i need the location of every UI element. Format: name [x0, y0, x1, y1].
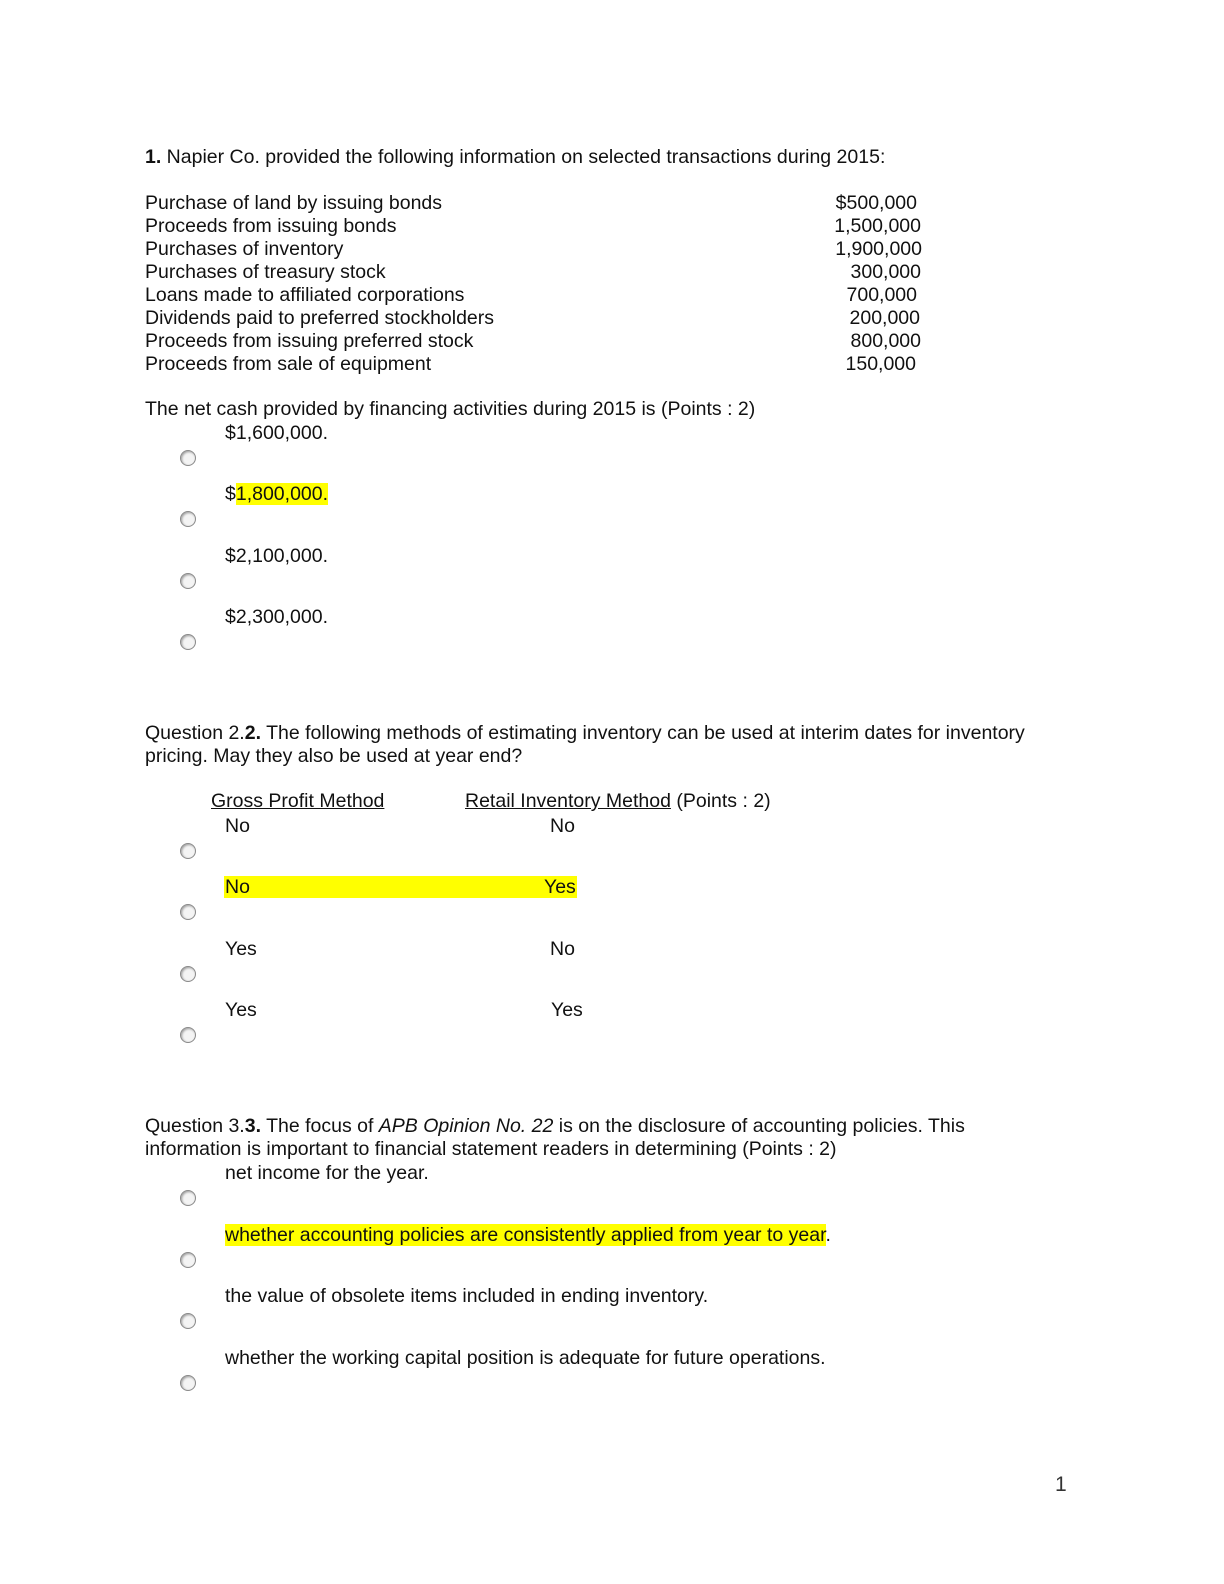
transaction-amount: 200,000 [849, 307, 920, 329]
transaction-amount: 1,900,000 [835, 238, 922, 260]
transaction-amount: 800,000 [850, 330, 921, 352]
q3-option-c-text: the value of obsolete items included in ending inventory. [225, 1285, 709, 1307]
transaction-amount: 300,000 [850, 261, 921, 283]
q3-option-a-text: net income for the year. [225, 1162, 429, 1184]
transaction-label: Loans made to affiliated corporations [145, 284, 465, 306]
transaction-label: Proceeds from issuing bonds [145, 215, 397, 237]
q1-option-b-text: $1,800,000. [225, 483, 329, 505]
q2-option-b-radio[interactable] [180, 904, 196, 920]
q2-option-b-col1: No [225, 876, 250, 898]
q1-option-c-radio[interactable] [180, 573, 196, 589]
q2-option-a-radio[interactable] [180, 843, 196, 859]
q1-option-a-text: $1,600,000. [225, 422, 329, 444]
q2-option-b-highlight [224, 876, 577, 898]
transaction-label: Purchases of treasury stock [145, 261, 386, 283]
transaction-amount: 1,500,000 [834, 215, 921, 237]
q1-option-c-text: $2,100,000. [225, 545, 329, 567]
transaction-amount: $500,000 [835, 192, 917, 214]
q1-option-a-radio[interactable] [180, 450, 196, 466]
q2-option-a-col2: No [550, 815, 575, 837]
q3-option-d-text: whether the working capital position is adequate for future operations. [225, 1347, 826, 1369]
transaction-label: Dividends paid to preferred stockholders [145, 307, 495, 329]
transaction-label: Proceeds from issuing preferred stock [145, 330, 474, 352]
q2-option-b-col2: Yes [544, 876, 576, 898]
transaction-amount: 150,000 [845, 353, 916, 375]
transaction-label: Purchase of land by issuing bonds [145, 192, 443, 214]
q2-option-c-col1: Yes [225, 938, 257, 960]
q3-option-a-radio[interactable] [180, 1190, 196, 1206]
question-3-stem: Question 3.3. The focus of APB Opinion No. 22 is on the disclosure of accounting policies. This [145, 1115, 965, 1137]
q2-option-a-col1: No [225, 815, 250, 837]
question-1-stem: 1. Napier Co. provided the following information on selected transactions during 2015: [145, 146, 886, 168]
retail-inventory-header: Retail Inventory Method (Points : 2) [465, 790, 771, 812]
transaction-label: Purchases of inventory [145, 238, 344, 260]
question-3-stem-cont: information is important to financial statement readers in determining (Points : 2) [145, 1138, 837, 1160]
q3-option-d-radio[interactable] [180, 1375, 196, 1391]
gross-profit-header: Gross Profit Method [211, 790, 385, 812]
q3-option-c-radio[interactable] [180, 1313, 196, 1329]
q3-option-b-text: whether accounting policies are consistently applied from year to year. [225, 1224, 831, 1246]
q2-option-c-col2: No [550, 938, 575, 960]
question-2-stem: Question 2.2. The following methods of estimating inventory can be used at interim dates for inventory [145, 722, 1025, 744]
q1-option-d-radio[interactable] [180, 634, 196, 650]
q2-option-d-radio[interactable] [180, 1027, 196, 1043]
question-1-prompt: The net cash provided by financing activities during 2015 is (Points : 2) [145, 398, 756, 420]
q1-option-d-text: $2,300,000. [225, 606, 329, 628]
q2-option-d-col2: Yes [551, 999, 583, 1021]
transaction-amount: 700,000 [846, 284, 917, 306]
q1-option-b-radio[interactable] [180, 511, 196, 527]
q2-option-d-col1: Yes [225, 999, 257, 1021]
transaction-label: Proceeds from sale of equipment [145, 353, 432, 375]
q3-option-b-radio[interactable] [180, 1252, 196, 1268]
page-number: 1 [1055, 1473, 1067, 1496]
question-2-stem-cont: pricing. May they also be used at year end? [145, 745, 523, 767]
q2-option-c-radio[interactable] [180, 966, 196, 982]
